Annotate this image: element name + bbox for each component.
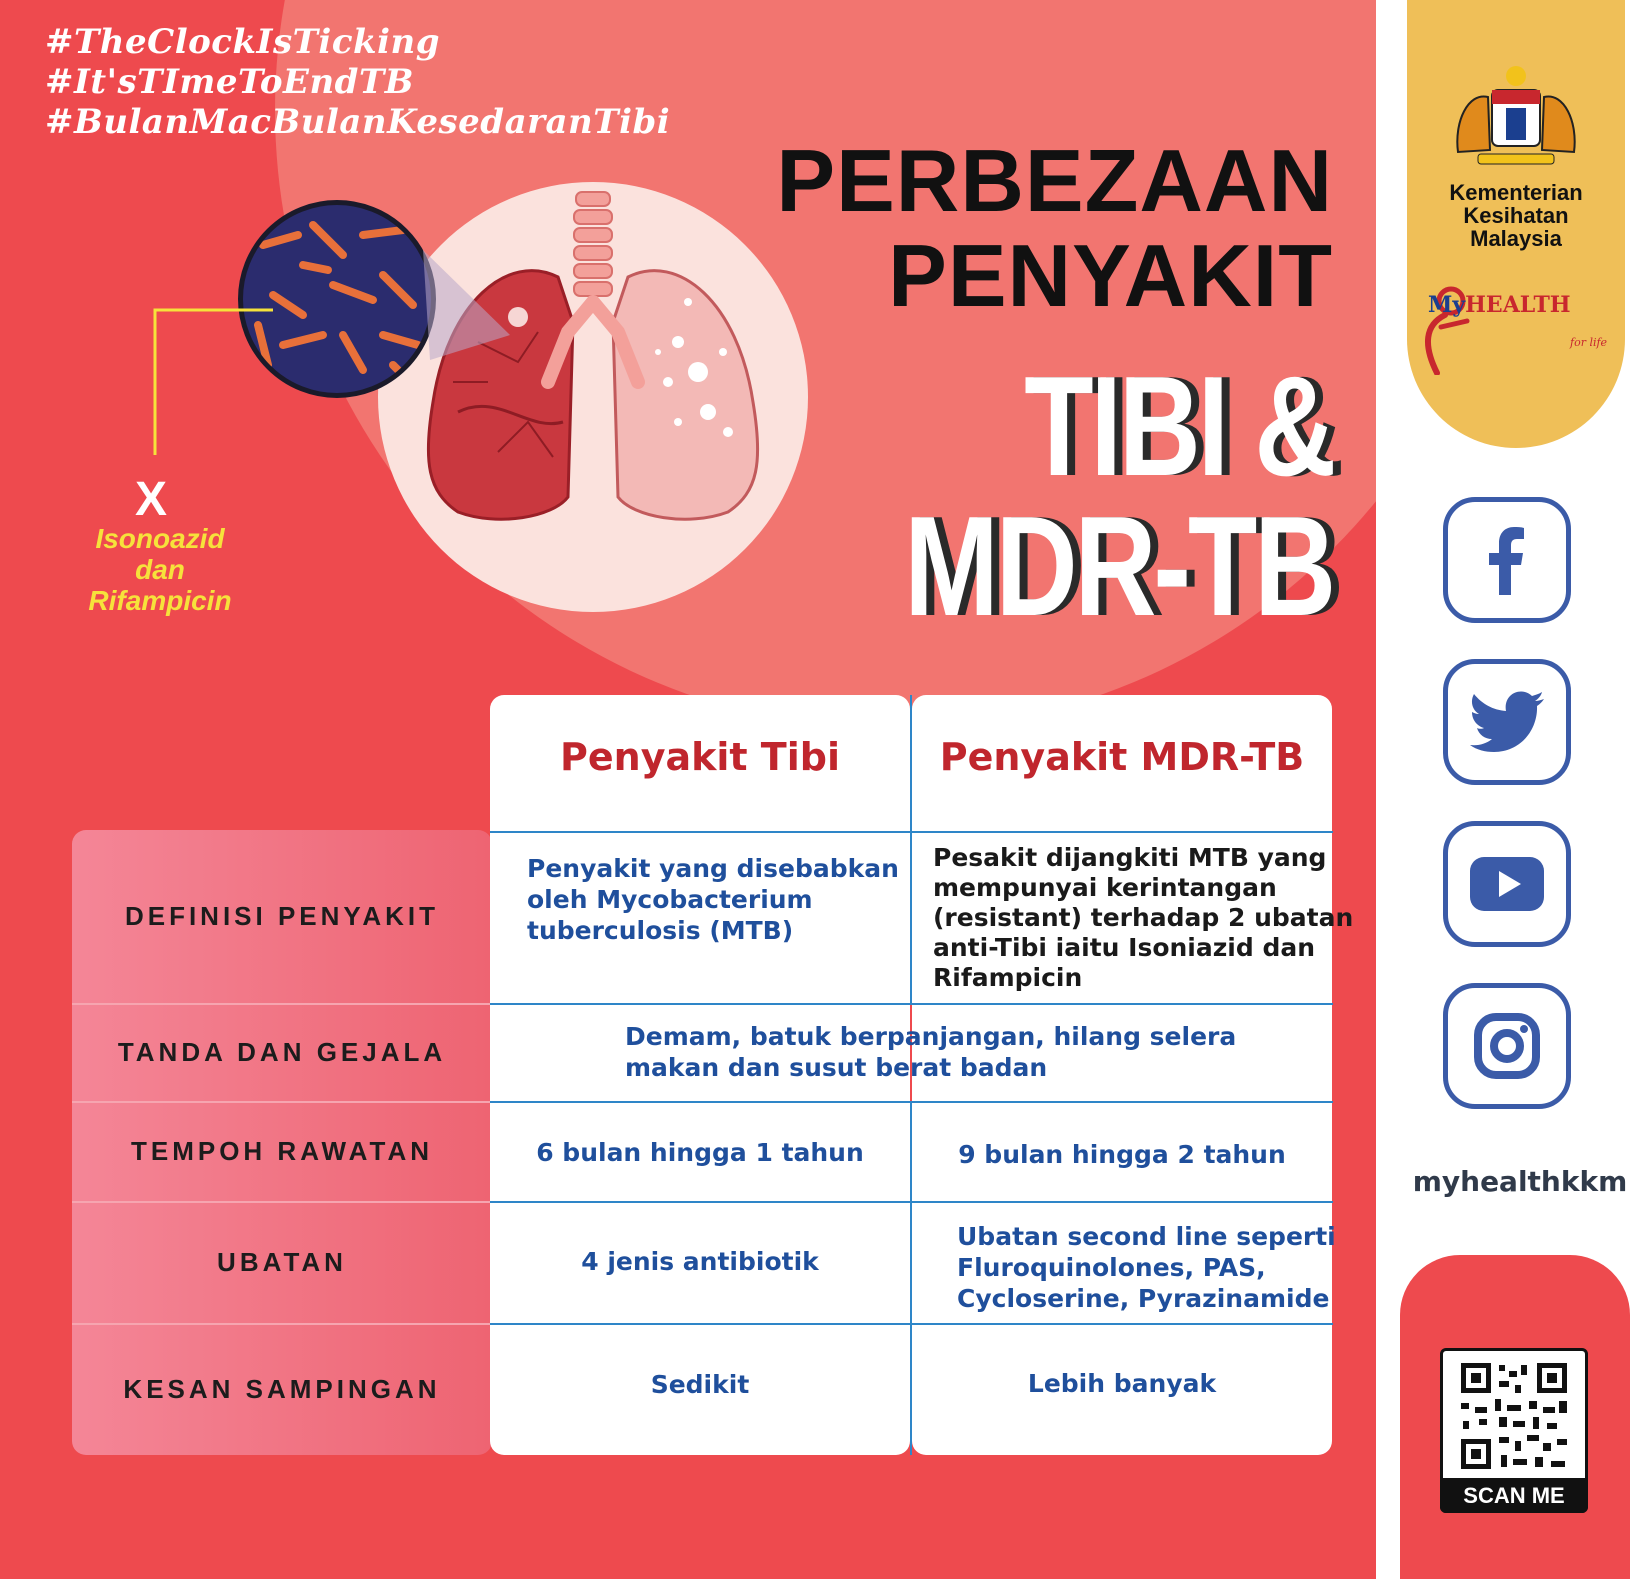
myhealth-tagline: for life	[1570, 336, 1608, 349]
ministry-name-line1: Kementerian	[1449, 180, 1583, 205]
scan-me-label: SCAN ME	[1440, 1478, 1588, 1513]
drug-name-line2: dan	[135, 554, 185, 585]
coat-of-arms-icon	[1448, 62, 1584, 172]
twitter-icon[interactable]	[1443, 659, 1571, 785]
cross-mark: X	[135, 473, 168, 526]
drug-name-line1: Isonoazid	[95, 523, 225, 554]
ubatan-mdr-text: Ubatan second line seperti Fluroquinolones, PAS, Cycloserine, Pyrazinamide	[957, 1222, 1336, 1313]
tempoh-tibi-text: 6 bulan hingga 1 tahun	[536, 1138, 864, 1167]
row-label-tempoh: TEMPOH RAWATAN	[130, 1135, 434, 1166]
definisi-mdr-text: Pesakit dijangkiti MTB yang mempunyai kerintangan (resistant) terhadap 2 ubatan anti-Tibi iaitu Isoniazid dan Rifampicin	[933, 843, 1354, 992]
column-header-mdr: Penyakit MDR-TB	[939, 735, 1305, 779]
instagram-icon[interactable]	[1443, 983, 1571, 1109]
row-label-definisi: DEFINISI PENYAKIT	[124, 900, 440, 931]
hashtag-endtb: #It'sTImeToEndTB	[45, 62, 414, 102]
social-handle[interactable]: myhealthkkm	[1412, 1165, 1628, 1198]
tempoh-mdr-text: 9 bulan hingga 2 tahun	[958, 1140, 1286, 1169]
title-line-3: TIBI &	[1024, 347, 1333, 506]
row-label-ubatan: UBATAN	[217, 1246, 347, 1277]
definisi-tibi-text: Penyakit yang disebabkan oleh Mycobacterium tuberculosis (MTB)	[527, 854, 899, 945]
ministry-name-line2: Kesihatan	[1463, 203, 1569, 228]
myhealth-logo: MyHEALTH	[1428, 292, 1571, 318]
ministry-name-line3: Malaysia	[1470, 226, 1562, 251]
title-line-1: PERBEZAAN	[776, 131, 1333, 230]
drug-name-line3: Rifampicin	[88, 585, 232, 616]
youtube-icon[interactable]	[1443, 821, 1571, 947]
title-line-4: MDR-TB	[904, 487, 1333, 646]
hashtag-clock: #TheClockIsTicking	[45, 22, 440, 62]
column-divider	[910, 695, 912, 1003]
row-label-tanda: TANDA DAN GEJALA	[117, 1036, 447, 1067]
facebook-icon[interactable]	[1443, 497, 1571, 623]
kesan-mdr-text: Lebih banyak	[1027, 1369, 1217, 1398]
title-line-2: PENYAKIT	[888, 226, 1333, 325]
table-rule	[490, 1003, 1333, 1005]
kesan-tibi-text: Sedikit	[650, 1370, 750, 1399]
row-label-kesan: KESAN SAMPINGAN	[123, 1373, 441, 1404]
column-header-tibi: Penyakit Tibi	[560, 735, 840, 779]
hashtag-bulan: #BulanMacBulanKesedaranTibi	[45, 102, 671, 142]
ubatan-tibi-text: 4 jenis antibiotik	[581, 1247, 819, 1276]
tanda-shared-text: Demam, batuk berpanjangan, hilang selera makan dan susut berat badan	[625, 1022, 1237, 1082]
